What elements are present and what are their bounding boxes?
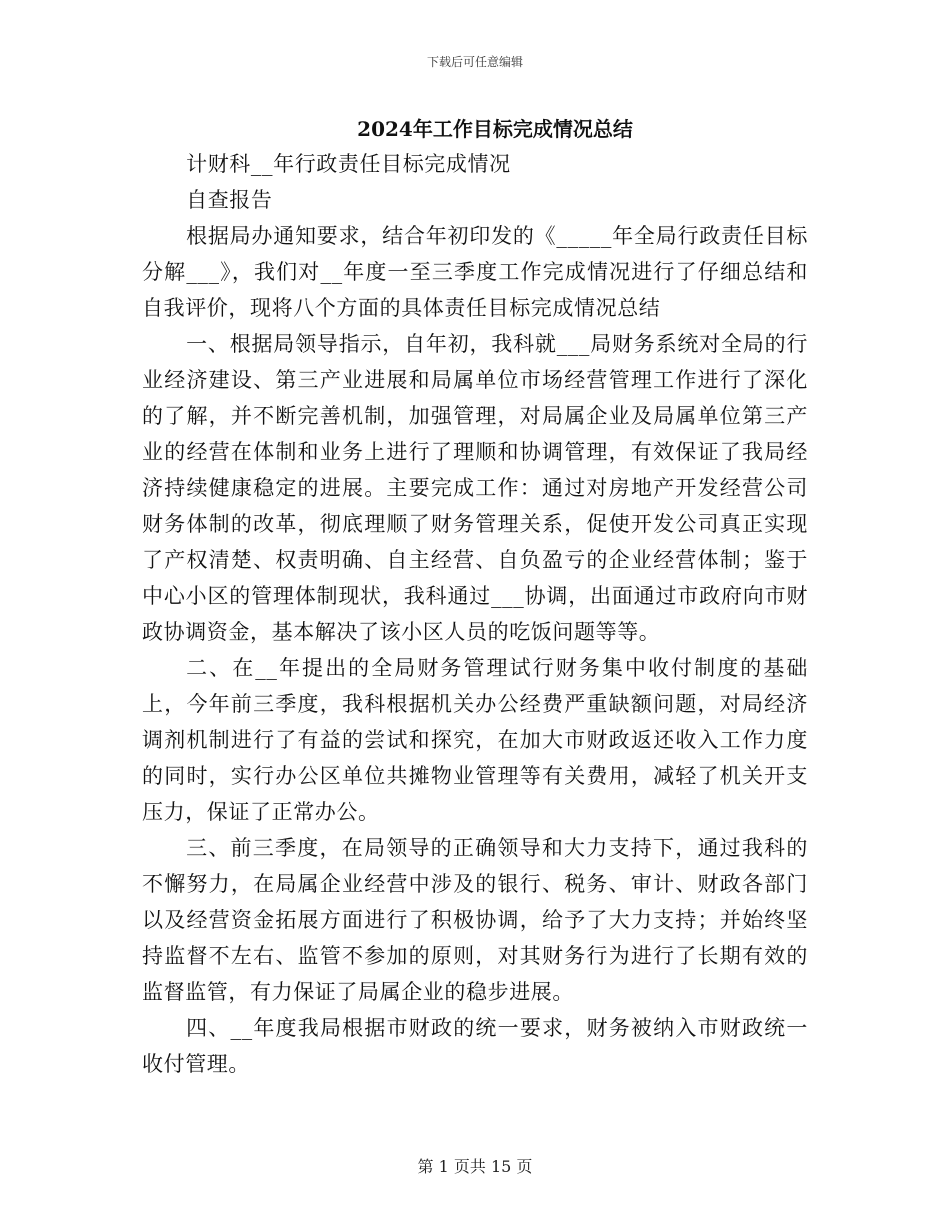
paragraph-intro: 根据局办通知要求，结合年初印发的《_____年全局行政责任目标分解___》，我们对__年度一至三季度工作完成情况进行了仔细总结和自我评价，现将八个方面的具体责任目标完成情况总结 <box>142 224 808 320</box>
subtitle-line-1: 计财科__年行政责任目标完成情况 <box>186 152 511 176</box>
paragraph-section-4: 四、__年度我局根据市财政的统一要求，财务被纳入市财政统一收付管理。 <box>142 1016 808 1076</box>
subtitle-line-2: 自查报告 <box>186 188 273 212</box>
paragraph-section-3: 三、前三季度，在局领导的正确领导和大力支持下，通过我科的不懈努力，在局属企业经营中涉及的银行、税务、审计、财政各部门以及经营资金拓展方面进行了积极协调，给予了大力支持；并始终坚持监督不左右、监管不参加的原则，对其财务行为进行了长期有效的监督监管，有力保证了局属企业的稳步进展。 <box>142 836 808 1004</box>
document-body <box>142 146 808 1082</box>
document-title: 2024年工作目标完成情况总结 <box>357 117 633 141</box>
header-note: 下载后可任意编辑 <box>426 55 523 69</box>
paragraph-section-1: 一、根据局领导指示，自年初，我科就___局财务系统对全局的行业经济建设、第三产业进展和局属单位市场经营管理工作进行了深化的了解，并不断完善机制，加强管理，对局属企业及局属单位第三产业的经营在体制和业务上进行了理顺和协调管理，有效保证了我局经济持续健康稳定的进展。主要完成工作：通过对房地产开发经营公司财务体制的改革，彻底理顺了财务管理关系，促使开发公司真正实现了产权清楚、权责明确、自主经营、自负盈亏的企业经营体制；鉴于中心小区的管理体制现状，我科通过___协调，出面通过市政府向市财政协调资金，基本解决了该小区人员的吃饭问题等等。 <box>142 332 808 644</box>
page-number-footer: 第 1 页共 15 页 <box>417 1157 533 1176</box>
paragraph-section-2: 二、在__年提出的全局财务管理试行财务集中收付制度的基础上，今年前三季度，我科根据机关办公经费严重缺额问题，对局经济调剂机制进行了有益的尝试和探究，在加大市财政返还收入工作力度的同时，实行办公区单位共摊物业管理等有关费用，减轻了机关开支压力，保证了正常办公。 <box>142 656 808 824</box>
